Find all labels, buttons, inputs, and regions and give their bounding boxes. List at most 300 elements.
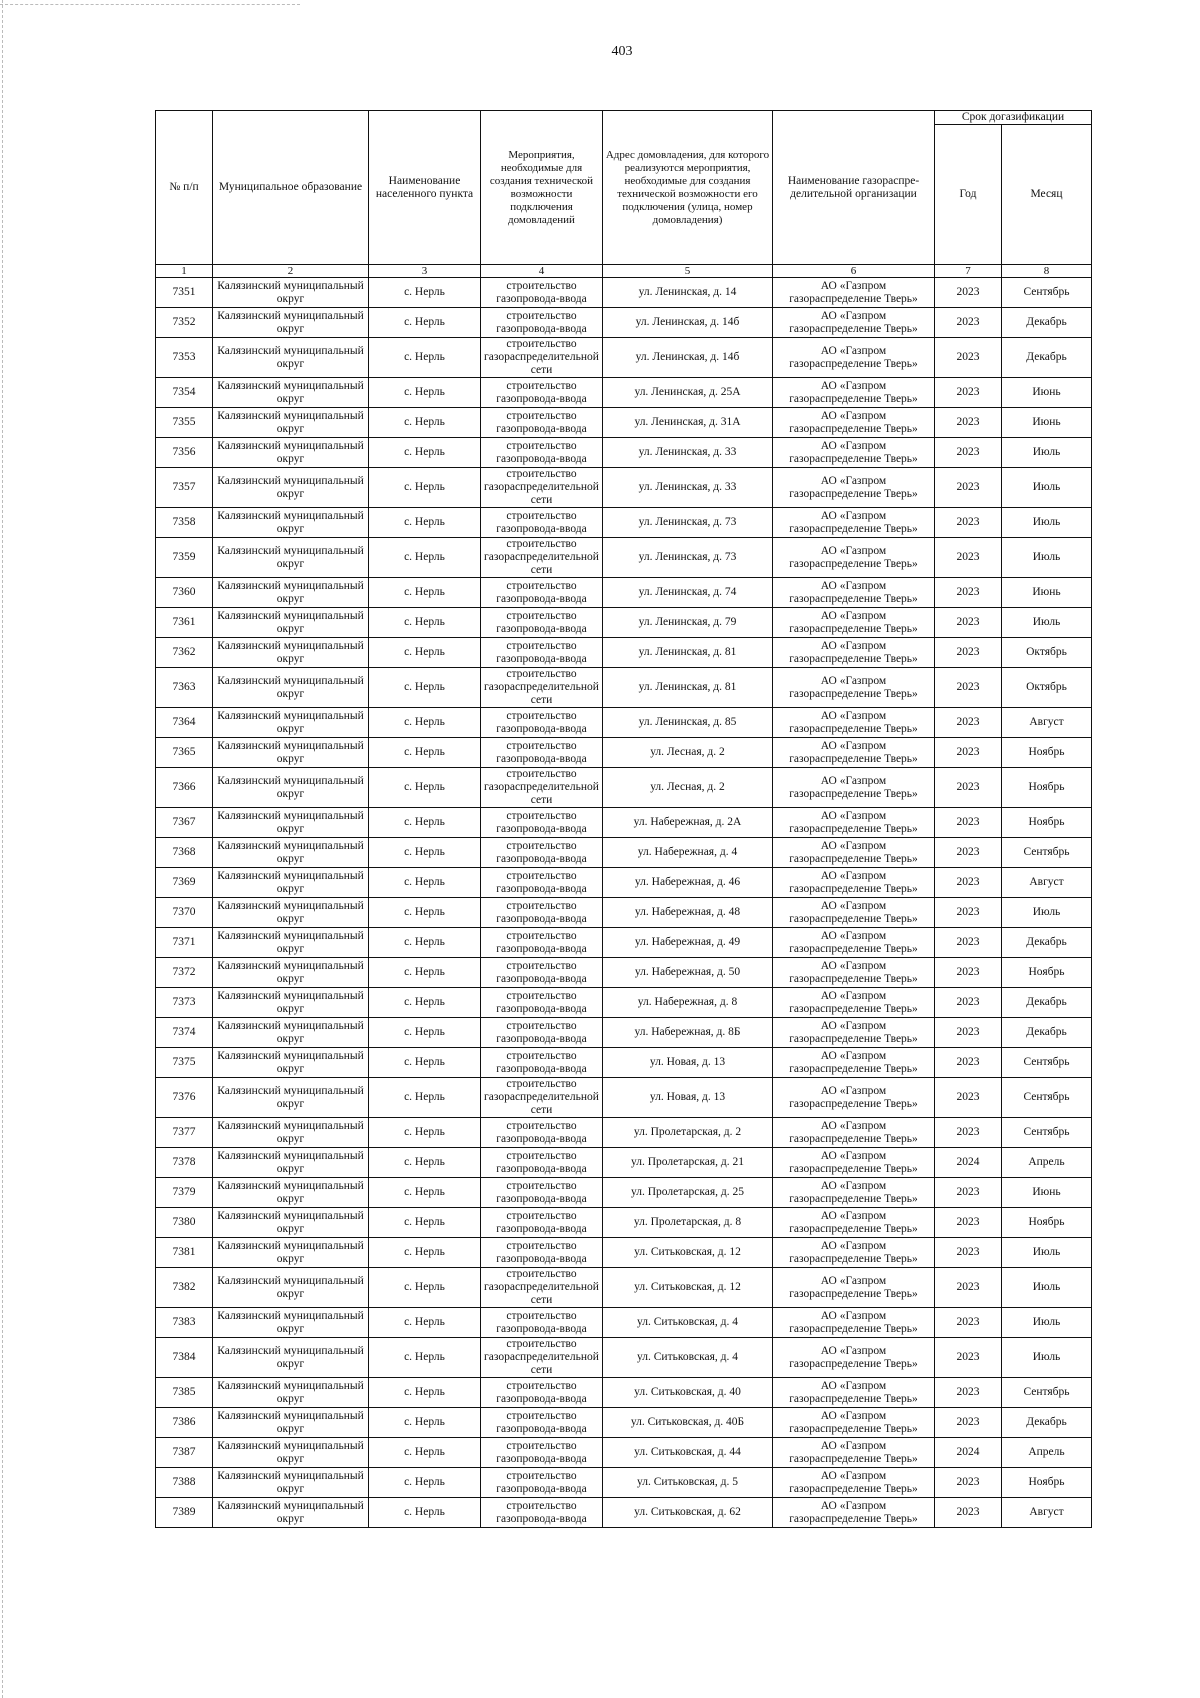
cell-org: АО «Газпром газораспределение Тверь»	[773, 1468, 935, 1498]
cell-measure: строительство газопровода-ввода	[481, 1468, 603, 1498]
header-year: Год	[935, 125, 1002, 265]
cell-org: АО «Газпром газораспределение Тверь»	[773, 1268, 935, 1308]
cell-address: ул. Новая, д. 13	[603, 1078, 773, 1118]
cell-address: ул. Набережная, д. 50	[603, 958, 773, 988]
cell-measure: строительство газопровода-ввода	[481, 1208, 603, 1238]
cell-year: 2023	[935, 378, 1002, 408]
table-row	[156, 338, 1092, 378]
cell-address: ул. Ситьковская, д. 44	[603, 1438, 773, 1468]
cell-locality: с. Нерль	[369, 338, 481, 378]
cell-locality: с. Нерль	[369, 1018, 481, 1048]
cell-year: 2023	[935, 1338, 1002, 1378]
cell-address: ул. Ленинская, д. 85	[603, 708, 773, 738]
cell-measure: строительство газораспределительной сети	[481, 1338, 603, 1378]
cell-month: Август	[1002, 868, 1092, 898]
cell-num: 7387	[156, 1438, 213, 1468]
cell-locality: с. Нерль	[369, 1408, 481, 1438]
cell-address: ул. Набережная, д. 46	[603, 868, 773, 898]
table-row	[156, 1078, 1092, 1118]
table-row	[156, 1468, 1092, 1498]
cell-measure: строительство газопровода-ввода	[481, 308, 603, 338]
cell-municipality: Калязинский муниципальный округ	[213, 1078, 369, 1118]
cell-locality: с. Нерль	[369, 1148, 481, 1178]
header-measures: Мероприятия, необходимые для создания технической возможности подключения домовладений	[481, 111, 603, 265]
column-number-cell: 6	[773, 265, 935, 278]
cell-num: 7388	[156, 1468, 213, 1498]
cell-org: АО «Газпром газораспределение Тверь»	[773, 1408, 935, 1438]
cell-month: Декабрь	[1002, 988, 1092, 1018]
cell-municipality: Калязинский муниципальный округ	[213, 1118, 369, 1148]
cell-municipality: Калязинский муниципальный округ	[213, 1178, 369, 1208]
cell-measure: строительство газораспределительной сети	[481, 468, 603, 508]
cell-num: 7353	[156, 338, 213, 378]
cell-org: АО «Газпром газораспределение Тверь»	[773, 1148, 935, 1178]
cell-municipality: Калязинский муниципальный округ	[213, 438, 369, 468]
cell-org: АО «Газпром газораспределение Тверь»	[773, 378, 935, 408]
cell-municipality: Калязинский муниципальный округ	[213, 1498, 369, 1528]
cell-measure: строительство газопровода-ввода	[481, 958, 603, 988]
table-row	[156, 1238, 1092, 1268]
cell-org: АО «Газпром газораспределение Тверь»	[773, 928, 935, 958]
cell-year: 2023	[935, 1208, 1002, 1238]
cell-locality: с. Нерль	[369, 1178, 481, 1208]
cell-municipality: Калязинский муниципальный округ	[213, 578, 369, 608]
cell-org: АО «Газпром газораспределение Тверь»	[773, 1308, 935, 1338]
cell-measure: строительство газопровода-ввода	[481, 578, 603, 608]
cell-municipality: Калязинский муниципальный округ	[213, 668, 369, 708]
cell-year: 2023	[935, 1118, 1002, 1148]
cell-municipality: Калязинский муниципальный округ	[213, 928, 369, 958]
cell-address: ул. Ситьковская, д. 12	[603, 1268, 773, 1308]
cell-address: ул. Ситьковская, д. 12	[603, 1238, 773, 1268]
cell-municipality: Калязинский муниципальный округ	[213, 1338, 369, 1378]
cell-address: ул. Ленинская, д. 33	[603, 468, 773, 508]
table-row	[156, 708, 1092, 738]
cell-locality: с. Нерль	[369, 1498, 481, 1528]
cell-month: Июль	[1002, 898, 1092, 928]
cell-measure: строительство газопровода-ввода	[481, 378, 603, 408]
cell-year: 2023	[935, 808, 1002, 838]
cell-locality: с. Нерль	[369, 1118, 481, 1148]
table-row	[156, 508, 1092, 538]
cell-address: ул. Лесная, д. 2	[603, 768, 773, 808]
table-row	[156, 1268, 1092, 1308]
table-row	[156, 668, 1092, 708]
header-municipality: Муниципальное образование	[213, 111, 369, 265]
cell-address: ул. Ленинская, д. 14б	[603, 308, 773, 338]
cell-num: 7382	[156, 1268, 213, 1308]
cell-address: ул. Ленинская, д. 14	[603, 278, 773, 308]
cell-year: 2023	[935, 438, 1002, 468]
cell-org: АО «Газпром газораспределение Тверь»	[773, 668, 935, 708]
cell-year: 2023	[935, 928, 1002, 958]
cell-measure: строительство газопровода-ввода	[481, 738, 603, 768]
cell-locality: с. Нерль	[369, 538, 481, 578]
cell-locality: с. Нерль	[369, 928, 481, 958]
cell-year: 2023	[935, 1018, 1002, 1048]
cell-org: АО «Газпром газораспределение Тверь»	[773, 1208, 935, 1238]
cell-org: АО «Газпром газораспределение Тверь»	[773, 708, 935, 738]
cell-municipality: Калязинский муниципальный округ	[213, 1148, 369, 1178]
cell-year: 2023	[935, 708, 1002, 738]
cell-address: ул. Ленинская, д. 81	[603, 638, 773, 668]
cell-address: ул. Пролетарская, д. 2	[603, 1118, 773, 1148]
cell-org: АО «Газпром газораспределение Тверь»	[773, 638, 935, 668]
cell-locality: с. Нерль	[369, 1468, 481, 1498]
cell-month: Декабрь	[1002, 308, 1092, 338]
table-body	[156, 278, 1092, 1528]
cell-org: АО «Газпром газораспределение Тверь»	[773, 1018, 935, 1048]
cell-month: Сентябрь	[1002, 1048, 1092, 1078]
cell-address: ул. Ленинская, д. 31А	[603, 408, 773, 438]
cell-municipality: Калязинский муниципальный округ	[213, 1018, 369, 1048]
cell-measure: строительство газопровода-ввода	[481, 708, 603, 738]
table-row	[156, 738, 1092, 768]
table-row	[156, 468, 1092, 508]
cell-locality: с. Нерль	[369, 738, 481, 768]
cell-measure: строительство газопровода-ввода	[481, 1498, 603, 1528]
table-row	[156, 958, 1092, 988]
cell-num: 7384	[156, 1338, 213, 1378]
cell-measure: строительство газопровода-ввода	[481, 868, 603, 898]
table-row	[156, 1208, 1092, 1238]
table-row	[156, 278, 1092, 308]
table-row	[156, 378, 1092, 408]
cell-month: Ноябрь	[1002, 1468, 1092, 1498]
cell-address: ул. Набережная, д. 2А	[603, 808, 773, 838]
cell-year: 2023	[935, 338, 1002, 378]
cell-num: 7371	[156, 928, 213, 958]
table-row	[156, 438, 1092, 468]
cell-measure: строительство газопровода-ввода	[481, 808, 603, 838]
cell-year: 2023	[935, 1308, 1002, 1338]
cell-municipality: Калязинский муниципальный округ	[213, 468, 369, 508]
table-row	[156, 1338, 1092, 1378]
cell-num: 7378	[156, 1148, 213, 1178]
cell-measure: строительство газопровода-ввода	[481, 928, 603, 958]
cell-locality: с. Нерль	[369, 278, 481, 308]
cell-address: ул. Набережная, д. 49	[603, 928, 773, 958]
cell-org: АО «Газпром газораспределение Тверь»	[773, 1238, 935, 1268]
cell-year: 2023	[935, 1048, 1002, 1078]
cell-month: Июль	[1002, 538, 1092, 578]
table-row	[156, 1308, 1092, 1338]
cell-municipality: Калязинский муниципальный округ	[213, 1408, 369, 1438]
cell-municipality: Калязинский муниципальный округ	[213, 1208, 369, 1238]
cell-locality: с. Нерль	[369, 668, 481, 708]
cell-municipality: Калязинский муниципальный округ	[213, 308, 369, 338]
cell-address: ул. Ленинская, д. 25А	[603, 378, 773, 408]
page-number: 403	[611, 44, 633, 59]
column-number-cell: 7	[935, 265, 1002, 278]
table-row	[156, 838, 1092, 868]
cell-org: АО «Газпром газораспределение Тверь»	[773, 898, 935, 928]
cell-measure: строительство газопровода-ввода	[481, 608, 603, 638]
cell-org: АО «Газпром газораспределение Тверь»	[773, 578, 935, 608]
cell-num: 7385	[156, 1378, 213, 1408]
cell-month: Июль	[1002, 1308, 1092, 1338]
cell-month: Ноябрь	[1002, 1208, 1092, 1238]
cell-measure: строительство газопровода-ввода	[481, 1308, 603, 1338]
table-row	[156, 308, 1092, 338]
cell-month: Сентябрь	[1002, 1078, 1092, 1118]
cell-locality: с. Нерль	[369, 1438, 481, 1468]
cell-municipality: Калязинский муниципальный округ	[213, 898, 369, 928]
cell-address: ул. Ситьковская, д. 5	[603, 1468, 773, 1498]
cell-measure: строительство газопровода-ввода	[481, 1118, 603, 1148]
cell-address: ул. Ленинская, д. 74	[603, 578, 773, 608]
cell-year: 2023	[935, 958, 1002, 988]
cell-month: Июнь	[1002, 378, 1092, 408]
cell-org: АО «Газпром газораспределение Тверь»	[773, 738, 935, 768]
cell-num: 7363	[156, 668, 213, 708]
cell-org: АО «Газпром газораспределение Тверь»	[773, 768, 935, 808]
cell-locality: с. Нерль	[369, 1208, 481, 1238]
cell-num: 7362	[156, 638, 213, 668]
cell-year: 2023	[935, 1468, 1002, 1498]
cell-month: Декабрь	[1002, 338, 1092, 378]
cell-month: Июль	[1002, 1268, 1092, 1308]
cell-year: 2023	[935, 768, 1002, 808]
cell-year: 2023	[935, 1268, 1002, 1308]
cell-month: Июль	[1002, 438, 1092, 468]
scan-edge-line	[2, 0, 3, 1698]
cell-measure: строительство газопровода-ввода	[481, 988, 603, 1018]
cell-locality: с. Нерль	[369, 988, 481, 1018]
cell-org: АО «Газпром газораспределение Тверь»	[773, 308, 935, 338]
table-row	[156, 1438, 1092, 1468]
cell-municipality: Калязинский муниципальный округ	[213, 538, 369, 578]
cell-municipality: Калязинский муниципальный округ	[213, 278, 369, 308]
cell-measure: строительство газопровода-ввода	[481, 278, 603, 308]
cell-municipality: Калязинский муниципальный округ	[213, 958, 369, 988]
table-row	[156, 768, 1092, 808]
cell-measure: строительство газопровода-ввода	[481, 1018, 603, 1048]
cell-locality: с. Нерль	[369, 838, 481, 868]
cell-address: ул. Лесная, д. 2	[603, 738, 773, 768]
cell-num: 7379	[156, 1178, 213, 1208]
table-header	[156, 111, 1092, 278]
cell-org: АО «Газпром газораспределение Тверь»	[773, 988, 935, 1018]
cell-locality: с. Нерль	[369, 898, 481, 928]
header-locality: Наименование населенного пункта	[369, 111, 481, 265]
cell-org: АО «Газпром газораспределение Тверь»	[773, 1178, 935, 1208]
cell-num: 7369	[156, 868, 213, 898]
cell-year: 2023	[935, 638, 1002, 668]
cell-year: 2023	[935, 508, 1002, 538]
cell-measure: строительство газопровода-ввода	[481, 1438, 603, 1468]
cell-num: 7370	[156, 898, 213, 928]
cell-address: ул. Ленинская, д. 14б	[603, 338, 773, 378]
cell-locality: с. Нерль	[369, 808, 481, 838]
cell-org: АО «Газпром газораспределение Тверь»	[773, 1048, 935, 1078]
table-row	[156, 1048, 1092, 1078]
cell-municipality: Калязинский муниципальный округ	[213, 338, 369, 378]
cell-org: АО «Газпром газораспределение Тверь»	[773, 438, 935, 468]
cell-address: ул. Набережная, д. 4	[603, 838, 773, 868]
cell-measure: строительство газопровода-ввода	[481, 1378, 603, 1408]
header-month: Месяц	[1002, 125, 1092, 265]
table-row	[156, 608, 1092, 638]
table-row	[156, 1018, 1092, 1048]
cell-year: 2023	[935, 608, 1002, 638]
cell-municipality: Калязинский муниципальный округ	[213, 1378, 369, 1408]
cell-measure: строительство газопровода-ввода	[481, 508, 603, 538]
cell-num: 7373	[156, 988, 213, 1018]
cell-address: ул. Ситьковская, д. 4	[603, 1338, 773, 1378]
cell-org: АО «Газпром газораспределение Тверь»	[773, 278, 935, 308]
cell-measure: строительство газопровода-ввода	[481, 838, 603, 868]
cell-num: 7375	[156, 1048, 213, 1078]
cell-municipality: Калязинский муниципальный округ	[213, 768, 369, 808]
cell-org: АО «Газпром газораспределение Тверь»	[773, 338, 935, 378]
cell-year: 2023	[935, 538, 1002, 578]
cell-month: Апрель	[1002, 1438, 1092, 1468]
cell-year: 2023	[935, 1498, 1002, 1528]
cell-num: 7380	[156, 1208, 213, 1238]
cell-municipality: Калязинский муниципальный округ	[213, 1048, 369, 1078]
cell-locality: с. Нерль	[369, 1268, 481, 1308]
cell-month: Октябрь	[1002, 638, 1092, 668]
cell-year: 2023	[935, 838, 1002, 868]
cell-month: Июль	[1002, 468, 1092, 508]
cell-month: Ноябрь	[1002, 958, 1092, 988]
cell-address: ул. Набережная, д. 8	[603, 988, 773, 1018]
cell-org: АО «Газпром газораспределение Тверь»	[773, 808, 935, 838]
cell-num: 7358	[156, 508, 213, 538]
cell-org: АО «Газпром газораспределение Тверь»	[773, 538, 935, 578]
cell-measure: строительство газопровода-ввода	[481, 1408, 603, 1438]
cell-month: Декабрь	[1002, 928, 1092, 958]
cell-municipality: Калязинский муниципальный округ	[213, 868, 369, 898]
cell-month: Июль	[1002, 608, 1092, 638]
cell-measure: строительство газопровода-ввода	[481, 438, 603, 468]
cell-measure: строительство газораспределительной сети	[481, 1078, 603, 1118]
cell-municipality: Калязинский муниципальный округ	[213, 608, 369, 638]
cell-org: АО «Газпром газораспределение Тверь»	[773, 608, 935, 638]
cell-year: 2023	[935, 308, 1002, 338]
cell-municipality: Калязинский муниципальный округ	[213, 638, 369, 668]
table-row	[156, 928, 1092, 958]
cell-locality: с. Нерль	[369, 1338, 481, 1378]
cell-num: 7381	[156, 1238, 213, 1268]
cell-num: 7372	[156, 958, 213, 988]
cell-address: ул. Ситьковская, д. 40Б	[603, 1408, 773, 1438]
cell-year: 2023	[935, 868, 1002, 898]
column-number-cell: 1	[156, 265, 213, 278]
cell-year: 2024	[935, 1438, 1002, 1468]
table-row	[156, 538, 1092, 578]
cell-municipality: Калязинский муниципальный округ	[213, 1438, 369, 1468]
cell-num: 7386	[156, 1408, 213, 1438]
cell-num: 7376	[156, 1078, 213, 1118]
table-row	[156, 1118, 1092, 1148]
cell-month: Декабрь	[1002, 1018, 1092, 1048]
cell-address: ул. Ленинская, д. 73	[603, 538, 773, 578]
cell-locality: с. Нерль	[369, 468, 481, 508]
cell-month: Ноябрь	[1002, 808, 1092, 838]
column-number-row	[156, 265, 1092, 278]
table-row	[156, 868, 1092, 898]
cell-num: 7360	[156, 578, 213, 608]
cell-month: Июль	[1002, 1338, 1092, 1378]
cell-year: 2023	[935, 1078, 1002, 1118]
cell-measure: строительство газопровода-ввода	[481, 1048, 603, 1078]
cell-year: 2023	[935, 1408, 1002, 1438]
cell-org: АО «Газпром газораспределение Тверь»	[773, 1498, 935, 1528]
table-row	[156, 638, 1092, 668]
scan-top-line	[0, 4, 300, 5]
cell-org: АО «Газпром газораспределение Тверь»	[773, 1338, 935, 1378]
cell-measure: строительство газопровода-ввода	[481, 408, 603, 438]
cell-measure: строительство газопровода-ввода	[481, 1238, 603, 1268]
cell-year: 2023	[935, 578, 1002, 608]
cell-org: АО «Газпром газораспределение Тверь»	[773, 868, 935, 898]
cell-num: 7357	[156, 468, 213, 508]
cell-month: Август	[1002, 1498, 1092, 1528]
cell-org: АО «Газпром газораспределение Тверь»	[773, 838, 935, 868]
cell-locality: с. Нерль	[369, 1308, 481, 1338]
table-row	[156, 578, 1092, 608]
cell-municipality: Калязинский муниципальный округ	[213, 808, 369, 838]
cell-address: ул. Пролетарская, д. 21	[603, 1148, 773, 1178]
cell-address: ул. Ситьковская, д. 40	[603, 1378, 773, 1408]
table-row	[156, 408, 1092, 438]
cell-year: 2023	[935, 898, 1002, 928]
cell-locality: с. Нерль	[369, 378, 481, 408]
cell-address: ул. Набережная, д. 48	[603, 898, 773, 928]
cell-month: Сентябрь	[1002, 278, 1092, 308]
cell-municipality: Калязинский муниципальный округ	[213, 408, 369, 438]
cell-municipality: Калязинский муниципальный округ	[213, 738, 369, 768]
table-row	[156, 988, 1092, 1018]
cell-locality: с. Нерль	[369, 408, 481, 438]
table-row	[156, 1148, 1092, 1178]
cell-municipality: Калязинский муниципальный округ	[213, 1238, 369, 1268]
table-row	[156, 1378, 1092, 1408]
cell-num: 7359	[156, 538, 213, 578]
cell-locality: с. Нерль	[369, 1048, 481, 1078]
cell-address: ул. Ленинская, д. 81	[603, 668, 773, 708]
cell-num: 7367	[156, 808, 213, 838]
cell-measure: строительство газораспределительной сети	[481, 1268, 603, 1308]
cell-address: ул. Пролетарская, д. 8	[603, 1208, 773, 1238]
column-number-cell: 8	[1002, 265, 1092, 278]
cell-address: ул. Ленинская, д. 79	[603, 608, 773, 638]
cell-month: Сентябрь	[1002, 838, 1092, 868]
cell-num: 7365	[156, 738, 213, 768]
cell-num: 7351	[156, 278, 213, 308]
cell-locality: с. Нерль	[369, 1078, 481, 1118]
cell-measure: строительство газопровода-ввода	[481, 1148, 603, 1178]
cell-num: 7355	[156, 408, 213, 438]
cell-month: Июнь	[1002, 1178, 1092, 1208]
cell-address: ул. Набережная, д. 8Б	[603, 1018, 773, 1048]
cell-municipality: Калязинский муниципальный округ	[213, 838, 369, 868]
cell-address: ул. Новая, д. 13	[603, 1048, 773, 1078]
cell-month: Июль	[1002, 1238, 1092, 1268]
cell-measure: строительство газораспределительной сети	[481, 768, 603, 808]
cell-address: ул. Пролетарская, д. 25	[603, 1178, 773, 1208]
cell-municipality: Калязинский муниципальный округ	[213, 708, 369, 738]
gasification-table	[155, 110, 1092, 1528]
cell-year: 2023	[935, 738, 1002, 768]
cell-month: Сентябрь	[1002, 1378, 1092, 1408]
cell-year: 2023	[935, 1238, 1002, 1268]
cell-org: АО «Газпром газораспределение Тверь»	[773, 1378, 935, 1408]
cell-num: 7389	[156, 1498, 213, 1528]
cell-locality: с. Нерль	[369, 708, 481, 738]
